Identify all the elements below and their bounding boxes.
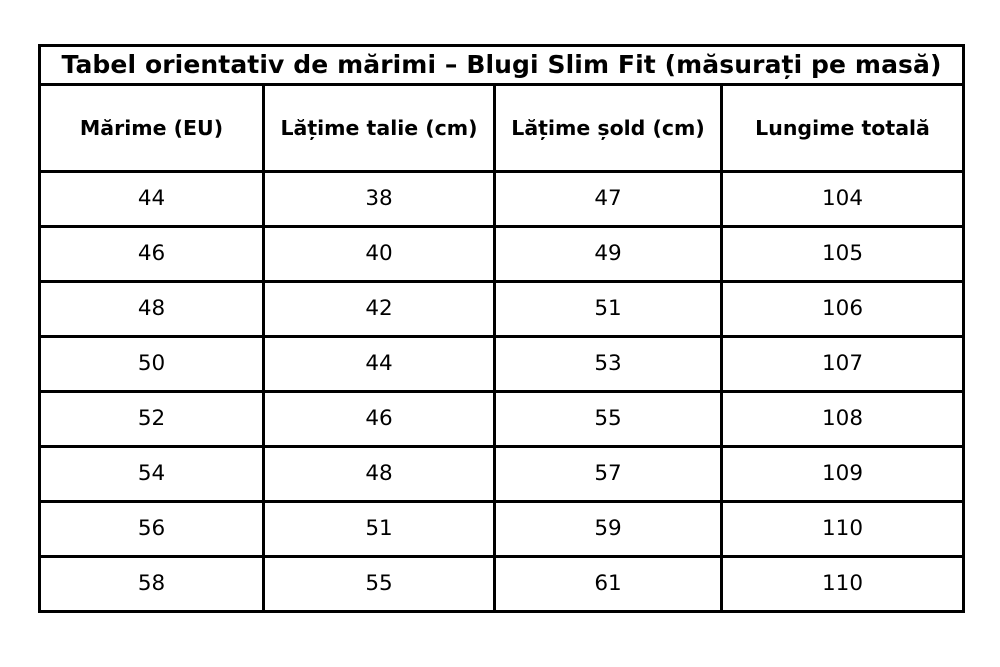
cell-total-length: 105 bbox=[722, 226, 964, 281]
cell-hip-width: 57 bbox=[495, 446, 722, 501]
table-title-row bbox=[40, 46, 964, 85]
table-row bbox=[40, 501, 964, 556]
page-title: Tabel orientativ de mărimi – Blugi Slim Fit (măsurați pe masă) bbox=[40, 46, 964, 85]
size-chart-sheet bbox=[38, 44, 962, 613]
cell-size: 44 bbox=[40, 171, 264, 226]
cell-hip-width: 49 bbox=[495, 226, 722, 281]
size-chart-table bbox=[38, 44, 965, 613]
cell-hip-width: 55 bbox=[495, 391, 722, 446]
column-header-waist-width: Lățime talie (cm) bbox=[264, 84, 495, 171]
column-header-total-length: Lungime totală bbox=[722, 84, 964, 171]
table-row bbox=[40, 556, 964, 611]
table-row bbox=[40, 171, 964, 226]
cell-size: 58 bbox=[40, 556, 264, 611]
table-row bbox=[40, 391, 964, 446]
cell-total-length: 110 bbox=[722, 556, 964, 611]
cell-size: 46 bbox=[40, 226, 264, 281]
cell-size: 50 bbox=[40, 336, 264, 391]
cell-total-length: 109 bbox=[722, 446, 964, 501]
cell-waist-width: 42 bbox=[264, 281, 495, 336]
cell-waist-width: 44 bbox=[264, 336, 495, 391]
cell-hip-width: 47 bbox=[495, 171, 722, 226]
cell-size: 48 bbox=[40, 281, 264, 336]
column-header-hip-width: Lățime șold (cm) bbox=[495, 84, 722, 171]
table-row bbox=[40, 281, 964, 336]
cell-size: 52 bbox=[40, 391, 264, 446]
cell-waist-width: 51 bbox=[264, 501, 495, 556]
cell-waist-width: 55 bbox=[264, 556, 495, 611]
cell-total-length: 110 bbox=[722, 501, 964, 556]
cell-waist-width: 46 bbox=[264, 391, 495, 446]
table-row bbox=[40, 336, 964, 391]
table-header-row bbox=[40, 84, 964, 171]
cell-size: 56 bbox=[40, 501, 264, 556]
cell-hip-width: 53 bbox=[495, 336, 722, 391]
column-header-size: Mărime (EU) bbox=[40, 84, 264, 171]
table-row bbox=[40, 446, 964, 501]
cell-size: 54 bbox=[40, 446, 264, 501]
cell-total-length: 107 bbox=[722, 336, 964, 391]
cell-total-length: 108 bbox=[722, 391, 964, 446]
cell-total-length: 106 bbox=[722, 281, 964, 336]
cell-waist-width: 40 bbox=[264, 226, 495, 281]
cell-waist-width: 38 bbox=[264, 171, 495, 226]
cell-hip-width: 59 bbox=[495, 501, 722, 556]
cell-hip-width: 51 bbox=[495, 281, 722, 336]
cell-hip-width: 61 bbox=[495, 556, 722, 611]
table-row bbox=[40, 226, 964, 281]
cell-waist-width: 48 bbox=[264, 446, 495, 501]
cell-total-length: 104 bbox=[722, 171, 964, 226]
